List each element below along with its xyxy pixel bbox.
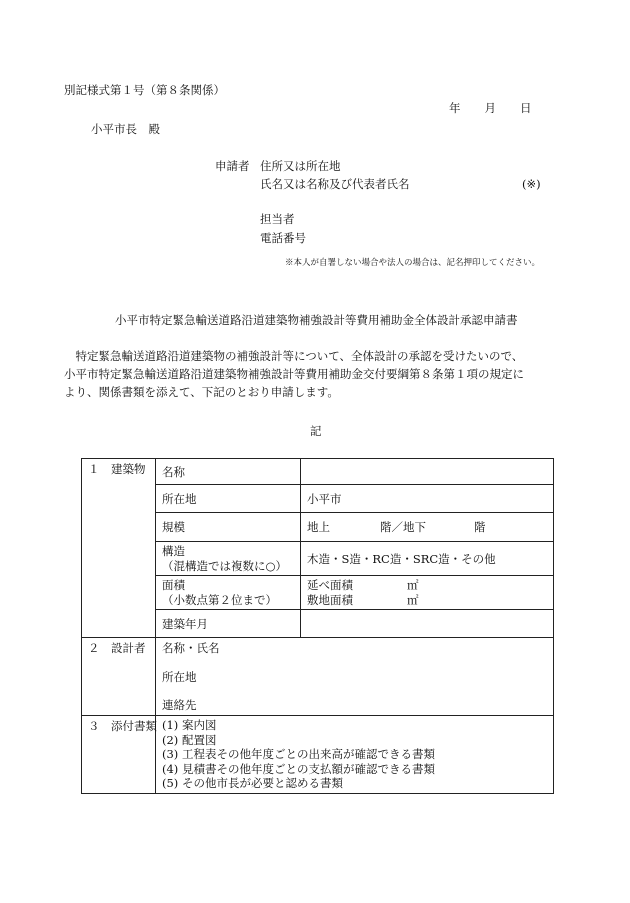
area-label: 面積 [162,578,185,592]
building-location-value: 小平市 [301,485,554,513]
body-line: より、関係書類を添えて、下記のとおり申請します。 [64,385,339,399]
designer-contact-label: 連絡先 [162,698,197,712]
structure-note: （混構造では複数に○） [162,558,288,573]
body-line: 特定緊急輸送道路沿道建築物の補強設計等について、全体設計の承認を受けたいので、 [64,349,524,363]
building-area-cell [156,576,301,610]
site-area-label: 敷地面積 [307,592,353,607]
building-name-field [301,459,554,485]
scale-above-label: 地上 [307,520,330,534]
form-number: 別記様式第１号（第８条関係） [64,83,225,97]
designer-name-label: 名称・氏名 [162,641,220,655]
building-scale-label: 規模 [156,513,301,542]
date-month: 月 [484,101,496,115]
attachments-section-label: ３ 添付書類 [82,716,156,794]
building-structure-cell [156,542,301,576]
designer-location-label: 所在地 [162,669,197,684]
applicant-name-label: 氏名又は名称及び代表者氏名 [260,177,410,191]
scale-floor-underground: 階／地下 [380,520,426,534]
structure-options: 木造・S造・RC造・SRC造・その他 [301,542,554,576]
area-unit: ㎡ [407,592,419,607]
document-title: 小平市特定緊急輸送道路沿道建築物補強設計等費用補助金全体設計承認申請書 [115,313,518,327]
designer-section-label: ２ 設計者 [82,638,156,716]
addressee: 小平市長 殿 [91,122,160,136]
seal-mark: (※) [522,177,541,191]
area-unit: ㎡ [407,578,419,592]
form-table [81,458,554,794]
area-values-cell [301,576,554,610]
applicant-address-label: 住所又は所在地 [260,159,341,173]
attachments-cell [156,716,554,794]
date-year: 年 [449,101,461,115]
applicant-role-label: 申請者 [215,159,250,173]
total-floor-area-label: 延べ面積 [307,578,353,592]
body-paragraph [64,347,564,401]
body-line: 小平市特定緊急輸送道路沿道建築物補強設計等費用補助金交付要綱第８条第１項の規定に [64,367,524,381]
attachment-item: (4) 見積書その他年度ごとの支払額が確認できる書類 [162,761,435,776]
attachment-item: (1) 案内図 [162,718,217,732]
building-section-label: １ 建築物 [82,459,156,638]
seal-note: ※本人が自署しない場合や法人の場合は、記名押印してください。 [285,258,541,268]
contact-person-label: 担当者 [260,212,295,226]
scale-floor-unit: 階 [474,520,486,534]
building-scale-field [301,513,554,542]
building-name-label: 名称 [156,459,301,485]
attachment-item: (3) 工程表その他年度ごとの出来高が確認できる書類 [162,747,435,761]
date-line [449,101,532,115]
date-day: 日 [520,101,532,115]
attachment-item: (2) 配置図 [162,732,217,747]
area-note: （小数点第２位まで） [162,592,277,607]
ki-label: 記 [310,424,322,438]
building-location-label: 所在地 [156,485,301,513]
attachment-item: (5) その他市長が必要と認める書類 [162,776,343,790]
built-date-field [301,610,554,638]
built-date-label: 建築年月 [156,610,301,638]
designer-cell [156,638,554,716]
structure-label: 構造 [162,544,185,558]
phone-label: 電話番号 [260,231,306,245]
